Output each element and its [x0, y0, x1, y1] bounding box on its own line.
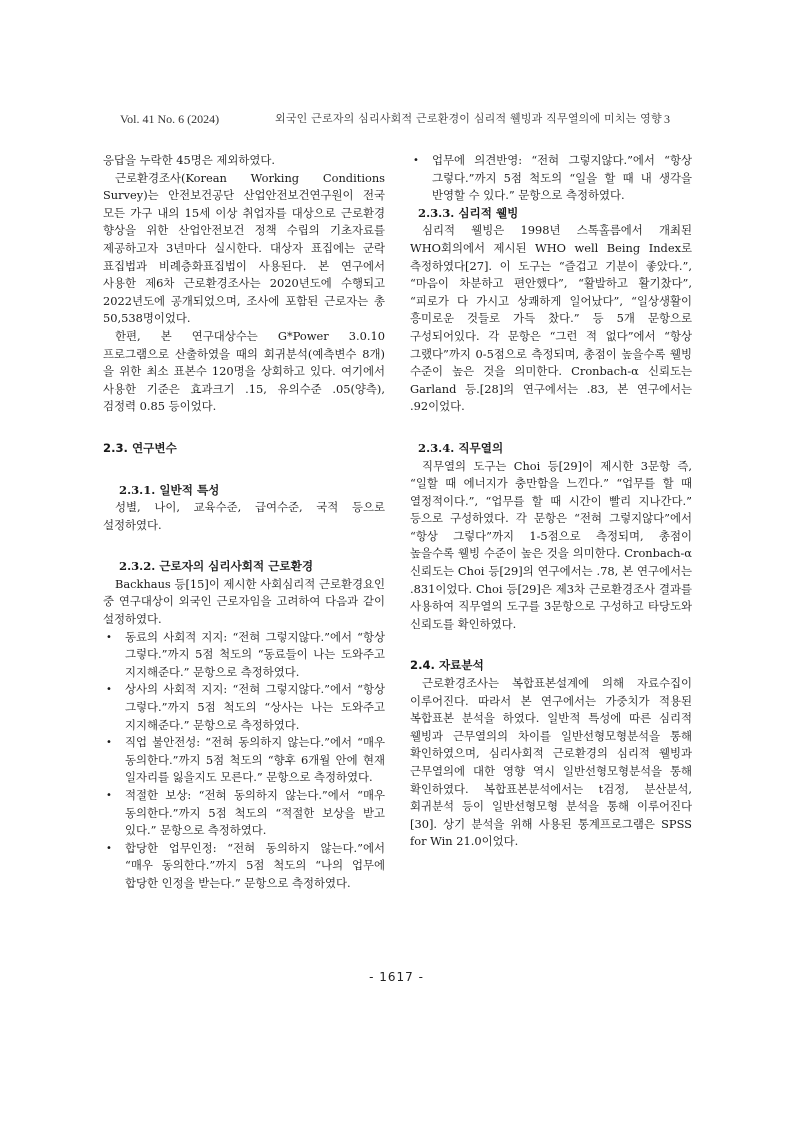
list-item-text: 업무에 의견반영: “전혀 그렇지않다.”에서 “항상 그렇다.”까지 5점 척도의 “일을 할 때 내 생각을 반영할 수 있다.” 문항으로 측정하였다. — [432, 153, 692, 203]
list-item — [103, 681, 385, 734]
list-item — [103, 840, 385, 893]
left-column — [103, 152, 385, 893]
bullet-list — [103, 629, 385, 893]
list-item — [410, 152, 692, 205]
spacer — [103, 534, 385, 558]
list-item-text: 직업 불안전성: “전혀 동의하지 않는다.”에서 “매우 동의한다.”까지 5점 척도의 “향후 6개월 안에 현재 일자리를 잃을지도 모른다.” 문항으로 측정하였다. — [125, 735, 385, 785]
paragraph: 한편, 본 연구대상수는 G*Power 3.0.10 프로그램으로 산출하였을 때의 회귀분석(예측변수 8개)을 위한 최소 표본수 120명을 상회하고 있다. 여기에서 사용한 기준은 효과크기 .15, 유의수준 .05(양측), 검정력 0.85 등이었다. — [103, 328, 385, 414]
paragraph: 응답을 누락한 45명은 제외하였다. — [103, 153, 276, 167]
right-column — [410, 152, 692, 851]
bullet-icon: • — [413, 155, 419, 166]
paragraph: 근로환경조사는 복합표본설계에 의해 자료수집이 이루어진다. 따라서 본 연구에서는 가중치가 적용된 복합표본 분석을 하였다. 일반적 특성에 따른 심리적 웰빙과 근무열의의 차이를 일반선형모형분석을 통해 확인하였으며, 심리사회적 근로환경의 심리적 웰빙과 근무열의에 대한 영향 역시 일반선형모형분석을 통해 확인하였다. 복합표본분석에서는 t검정, 분산분석, 회귀분석 등이 일반선형모형 분석을 통해 이루어진다[30]. 상기 분석을 위해 사용된 통계프로그램은 SPSS for Win 21.0이었다. — [410, 676, 692, 849]
spacer — [103, 416, 385, 440]
list-item-text: 합당한 업무인정: “전혀 동의하지 않는다.”에서 “매우 동의한다.”까지 5점 척도의 “나의 업무에 합당한 인정을 받는다.” 문항으로 측정하였다. — [125, 840, 385, 890]
list-item-text: 동료의 사회적 지지: “전혀 그렇지않다.”에서 “항상 그렇다.”까지 5점 척도의 “동료들이 나는 도와주고 지지해준다.” 문항으로 측정하였다. — [125, 629, 385, 679]
subsection-heading: 2.3.3. 심리적 웰빙 — [418, 205, 519, 220]
section-heading: 2.3. 연구변수 — [103, 440, 177, 455]
subsection-heading: 2.3.1. 일반적 특성 — [119, 482, 220, 497]
list-item — [103, 787, 385, 840]
list-item-text: 상사의 사회적 지지: “전혀 그렇지않다.”에서 “항상 그렇다.”까지 5점 척도의 “상사는 나는 도와주고 지지해준다.” 문항으로 측정하였다. — [125, 682, 385, 732]
subsection-heading: 2.3.2. 근로자의 심리사회적 근로환경 — [119, 559, 314, 574]
bullet-icon: • — [106, 737, 112, 749]
paragraph: 직무열의 도구는 Choi 등[29]이 제시한 3문항 즉, “일할 때 에너지가 충만함을 느낀다.” “업무를 할 때 열정적이다.”, “업무를 할 때 시간이 빨리 지나간다.” 등으로 구성하였다. 각 문항은 “전혀 그렇지않다”에서 “항상 그렇다”까지 1-5점으로 측정되며, 총점이 높을수록 웰빙 수준이 높은 것을 의미한다. Cronbach-α 신뢰도는 Choi 등[29]의 연구에서는 .78, 본 연구에서는 .831이었다. Choi 등[29]은 제3차 근로환경조사 결과를 사용하여 직무열의 도구를 3문항으로 구성하고 타당도와 신뢰도를 확인하였다. — [410, 458, 692, 631]
bullet-list — [410, 152, 692, 205]
list-item — [103, 629, 385, 682]
list-item-text: 적절한 보상: “전혀 동의하지 않는다.”에서 “매우 동의한다.”까지 5점 척도의 “적절한 보상을 받고 있다.” 문항으로 측정하였다. — [125, 788, 385, 838]
running-title: 외국인 근로자의 심리사회적 근로환경이 심리적 웰빙과 직무열의에 미치는 영향 — [275, 112, 662, 125]
spacer — [410, 416, 692, 440]
journal-volume: Vol. 41 No. 6 (2024) — [120, 112, 220, 126]
section-heading: 2.4. 자료분석 — [410, 658, 484, 673]
header-page-number: 3 — [664, 112, 670, 126]
paragraph: 성별, 나이, 교육수준, 급여수준, 국적 등으로 설정하였다. — [103, 500, 385, 532]
list-item — [103, 734, 385, 787]
bullet-icon: • — [106, 684, 112, 696]
paragraph: 심리적 웰빙은 1998년 스톡홀름에서 개최된 WHO회의에서 제시된 WHO well Being Index로 측정하였다[27]. 이 도구는 “즐겁고 기분이 좋았다.”, “마음이 차분하고 편안했다”, “활발하고 활기찼다”, “피로가 다 가시고 상쾌하게 일어났다”, “일상생활이 흥미로운 것들로 가득 찼다.” 등 5개 문항으로 구성되어있다. 각 문항은 “그런 적 없다”에서 “항상 그랬다”까지 0-5점으로 측정되며, 총점이 높을수록 웰빙 수준이 높은 것을 의미한다. Cronbach-α 신뢰도는 Garland 등.[28]의 연구에서는 .83, 본 연구에서는 .92이었다. — [410, 223, 692, 414]
running-header — [120, 110, 670, 128]
paragraph: Backhaus 등[15]이 제시한 사회심리적 근로환경요인 중 연구대상이 외국인 근로자임을 고려하여 다음과 같이 설정하였다. — [103, 576, 385, 627]
bullet-icon: • — [106, 790, 112, 801]
subsection-heading: 2.3.4. 직무열의 — [418, 440, 504, 455]
bullet-icon: • — [106, 842, 112, 854]
bullet-icon: • — [106, 631, 112, 643]
paragraph: 근로환경조사(Korean Working Conditions Survey)는 안전보건공단 산업안전보건연구원이 전국 모든 가구 내의 15세 이상 취업자를 대상으로 근로환경 향상을 위한 산업안전보건 정책 수립의 기초자료를 제공하고자 3년마다 실시한다. 대상자 표집에는 군락 표집법과 비례층화표집법이 사용된다. 본 연구에서 사용한 제6차 근로환경조사는 2020년도에 수행되고 2022년도에 공개되었으며, 조사에 포함된 근로자는 총 50,538명이었다. — [103, 170, 385, 326]
spacer — [103, 458, 385, 482]
page-number-footer: - 1617 - — [369, 970, 424, 984]
spacer — [410, 633, 692, 657]
